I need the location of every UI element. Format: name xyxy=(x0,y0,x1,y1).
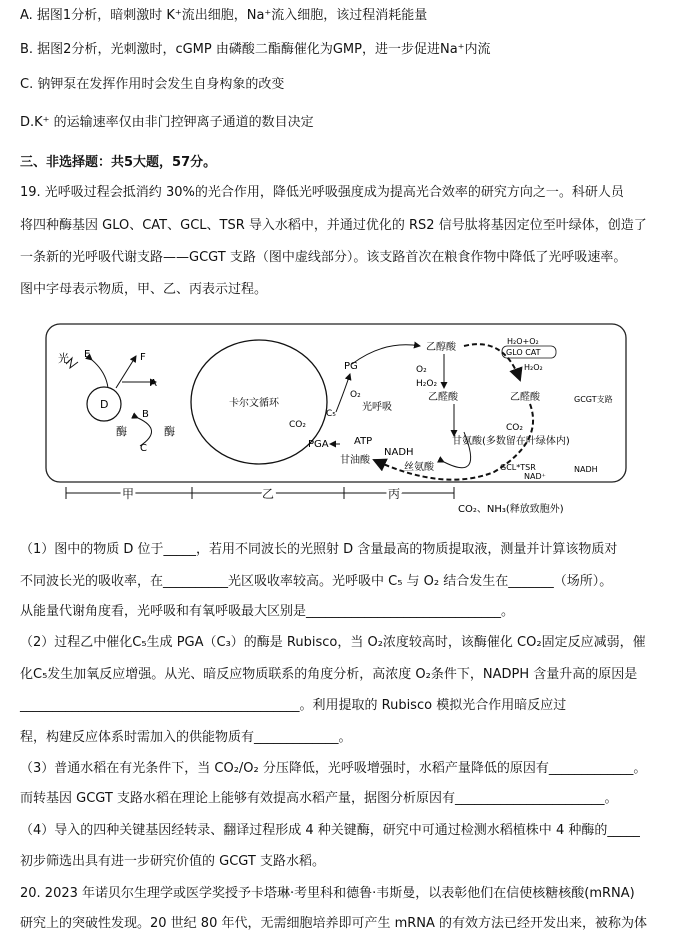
process-yi-label: 乙 xyxy=(262,487,275,501)
f-label: F xyxy=(140,352,146,363)
nad-label: NAD⁺ xyxy=(524,472,546,481)
q19-intro-line: 图中字母表示物质，甲、乙、丙表示过程。 xyxy=(20,282,268,297)
cat-top-label: H₂O+O₂ xyxy=(507,337,539,346)
serine-label: 丝氨酸 xyxy=(404,462,434,473)
q19-part4-line: 初步筛选出具有进一步研究价值的 GCGT 支路水稻。 xyxy=(20,854,325,869)
calvin-label: 卡尔文循环 xyxy=(229,398,279,409)
glycine-label: 甘氨酸(多数留在叶绿体内) xyxy=(452,436,570,447)
q19-part1-line: （1）图中的物质 D 位于_____，若用不同波长的光照射 D 含量最高的物质提取液，测量并计算该物质对 xyxy=(20,542,618,557)
q19-part4-line: （4）导入的四种关键基因经转录、翻译过程形成 4 种关键酶，研究中可通过检测水稻植株中 4 种酶的_____ xyxy=(20,823,640,838)
q19-part2-line: 程，构建反应体系时需加入的供能物质有_____________。 xyxy=(20,730,352,745)
q19-part1-line: 从能量代谢角度看，光呼吸和有氧呼吸最大区别是______________________________。 xyxy=(20,604,515,619)
option-a: A. 据图1分析，暗刺激时 K⁺流出细胞，Na⁺流入细胞，该过程消耗能量 xyxy=(20,8,428,23)
q19-part1-line: 不同波长光的吸收率，在__________光区吸收率较高。光呼吸中 C₅ 与 O₂ 结合发生在_______（场所）。 xyxy=(20,574,613,589)
option-d: D.K⁺ 的运输速率仅由非门控钾离子通道的数目决定 xyxy=(20,115,314,130)
nadh2-label: NADH xyxy=(574,465,598,474)
pg-label: PG xyxy=(344,361,358,372)
a-label: A xyxy=(150,378,157,389)
b-label: B xyxy=(142,409,149,420)
glycerate-label: 甘油酸 xyxy=(340,455,370,466)
nadh-label: NADH xyxy=(384,447,414,458)
option-b: B. 据图2分析，光刺激时，cGMP 由磷酸二酯酶催化为GMP，进一步促进Na⁺内流 xyxy=(20,42,491,57)
release-label: CO₂、NH₃(释放致胞外) xyxy=(458,504,564,515)
h2o2b-label: H₂O₂ xyxy=(524,363,543,372)
glyoxylate-label: 乙醛酸 xyxy=(428,392,458,403)
co2-label: CO₂ xyxy=(289,420,306,430)
co2b-label: CO₂ xyxy=(506,423,523,433)
o2b-label: O₂ xyxy=(416,365,427,375)
light-label: 光 xyxy=(58,352,69,365)
atp-label: ATP xyxy=(354,436,373,447)
q20-line: 研究上的突破性发现。20 世纪 80 年代，无需细胞培养即可产生 mRNA 的有效方法已经开发出来，被称为体 xyxy=(20,916,648,931)
q19-part3-line: 而转基因 GCGT 支路水稻在理论上能够有效提高水稻产量，据图分析原因有_______________________。 xyxy=(20,791,618,806)
process-bing-label: 丙 xyxy=(388,487,401,501)
c-label: C xyxy=(140,443,147,454)
section-title: 三、非选择题：共5大题，57分。 xyxy=(20,155,217,170)
q19-part2-line: 化C₅发生加氧反应增强。从光、暗反应物质联系的角度分析，高浓度 O₂条件下，NADPH 含量升高的原因是 xyxy=(20,667,638,682)
q20-line: 20. 2023 年诺贝尔生理学或医学奖授予卡塔琳·考里科和德鲁·韦斯曼，以表彰他们在信使核糖核酸(mRNA) xyxy=(20,886,635,901)
o2-label: O₂ xyxy=(350,390,361,400)
pga-label: PGA xyxy=(308,439,329,450)
photoresp-label: 光呼吸 xyxy=(362,402,392,413)
c5-label: C₅ xyxy=(326,409,336,419)
enzyme-label: 酶 xyxy=(116,425,127,438)
glycolate-label: 乙醇酸 xyxy=(426,342,456,353)
q19-intro-line: 将四种酶基因 GLO、CAT、GCL、TSR 导入水稻中，并通过优化的 RS2 信号肽将基因定位至叶绿体，创造了 xyxy=(20,218,647,233)
q19-part2-line: （2）过程乙中催化C₅生成 PGA（C₃）的酶是 Rubisco，当 O₂浓度较高时，该酶催化 CO₂固定反应减弱，催 xyxy=(20,635,646,650)
glyoxylate2-label: 乙醛酸 xyxy=(510,392,540,403)
h2o2-label: H₂O₂ xyxy=(416,379,438,389)
q19-part2-line: ___________________________________________。利用提取的 Rubisco 模拟光合作用暗反应过 xyxy=(20,698,567,713)
q19-part3-line: （3）普通水稻在有光条件下，当 CO₂/O₂ 分压降低，光呼吸增强时，水稻产量降低的原因有_____________。 xyxy=(20,761,647,776)
gcl-tsr-label: GCL*TSR xyxy=(500,463,536,472)
q19-intro-line: 19. 光呼吸过程会抵消约 30%的光合作用，降低光呼吸强度成为提高光合效率的研究方向之一。科研人员 xyxy=(20,185,624,200)
d-label: D xyxy=(100,398,109,411)
enzyme-label: 酶 xyxy=(164,425,175,438)
option-c: C. 钠钾泵在发挥作用时会发生自身构象的改变 xyxy=(20,77,285,92)
q19-intro-line: 一条新的光呼吸代谢支路——GCGT 支路（图中虚线部分）。该支路首次在粮食作物中降低了光呼吸速率。 xyxy=(20,250,627,265)
e-label: E xyxy=(84,349,91,360)
gcgt-label: GCGT支路 xyxy=(574,395,613,404)
glo-cat-label: GLO CAT xyxy=(506,348,541,357)
photorespiration-diagram xyxy=(44,322,629,520)
process-jia-label: 甲 xyxy=(122,487,135,501)
diagram-svg xyxy=(44,322,629,520)
